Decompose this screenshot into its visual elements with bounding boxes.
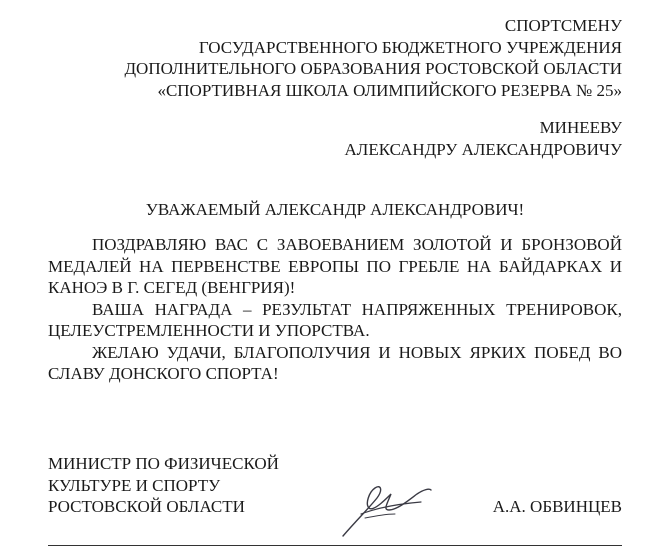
body-paragraph: ЖЕЛАЮ УДАЧИ, БЛАГОПОЛУЧИЯ И НОВЫХ ЯРКИХ ПОБЕД ВО СЛАВУ ДОНСКОГО СПОРТА! bbox=[48, 342, 622, 383]
position-line: МИНИСТР ПО ФИЗИЧЕСКОЙ bbox=[48, 454, 279, 473]
body-paragraph: ПОЗДРАВЛЯЮ ВАС С ЗАВОЕВАНИЕМ ЗОЛОТОЙ И БРОНЗОВОЙ МЕДАЛЕЙ НА ПЕРВЕНСТВЕ ЕВРОПЫ ПО ГРЕБЛЕ НА БАЙДАРКАХ И КАНОЭ В Г. СЕГЕД (ВЕНГРИЯ)! bbox=[48, 235, 622, 297]
recipient-name: АЛЕКСАНДРУ АЛЕКСАНДРОВИЧУ bbox=[344, 139, 622, 159]
signer-name: А.А. ОБВИНЦЕВ bbox=[492, 497, 622, 516]
recipient-block bbox=[345, 117, 622, 160]
position-line: КУЛЬТУРЕ И СПОРТУ bbox=[48, 475, 221, 495]
addressee-block bbox=[124, 15, 622, 101]
addressee-line: ДОПОЛНИТЕЛЬНОГО ОБРАЗОВАНИЯ РОСТОВСКОЙ ОБЛАСТИ bbox=[124, 59, 622, 78]
greeting: УВАЖАЕМЫЙ АЛЕКСАНДР АЛЕКСАНДРОВИЧ! bbox=[145, 200, 525, 219]
signatory-position bbox=[48, 453, 279, 518]
bottom-divider bbox=[48, 545, 622, 546]
addressee-line: СПОРТСМЕНУ bbox=[504, 16, 622, 35]
letter-body bbox=[48, 234, 622, 385]
position-line: РОСТОВСКОЙ ОБЛАСТИ bbox=[48, 497, 245, 516]
body-paragraph: ВАША НАГРАДА – РЕЗУЛЬТАТ НАПРЯЖЕННЫХ ТРЕНИРОВОК, ЦЕЛЕУСТРЕМЛЕННОСТИ И УПОРСТВА. bbox=[48, 299, 622, 340]
handwritten-signature bbox=[325, 478, 435, 538]
addressee-line: «СПОРТИВНАЯ ШКОЛА ОЛИМПИЙСКОГО РЕЗЕРВА № 25» bbox=[157, 80, 622, 100]
addressee-line: ГОСУДАРСТВЕННОГО БЮДЖЕТНОГО УЧРЕЖДЕНИЯ bbox=[198, 37, 622, 57]
recipient-surname: МИНЕЕВУ bbox=[539, 118, 622, 137]
